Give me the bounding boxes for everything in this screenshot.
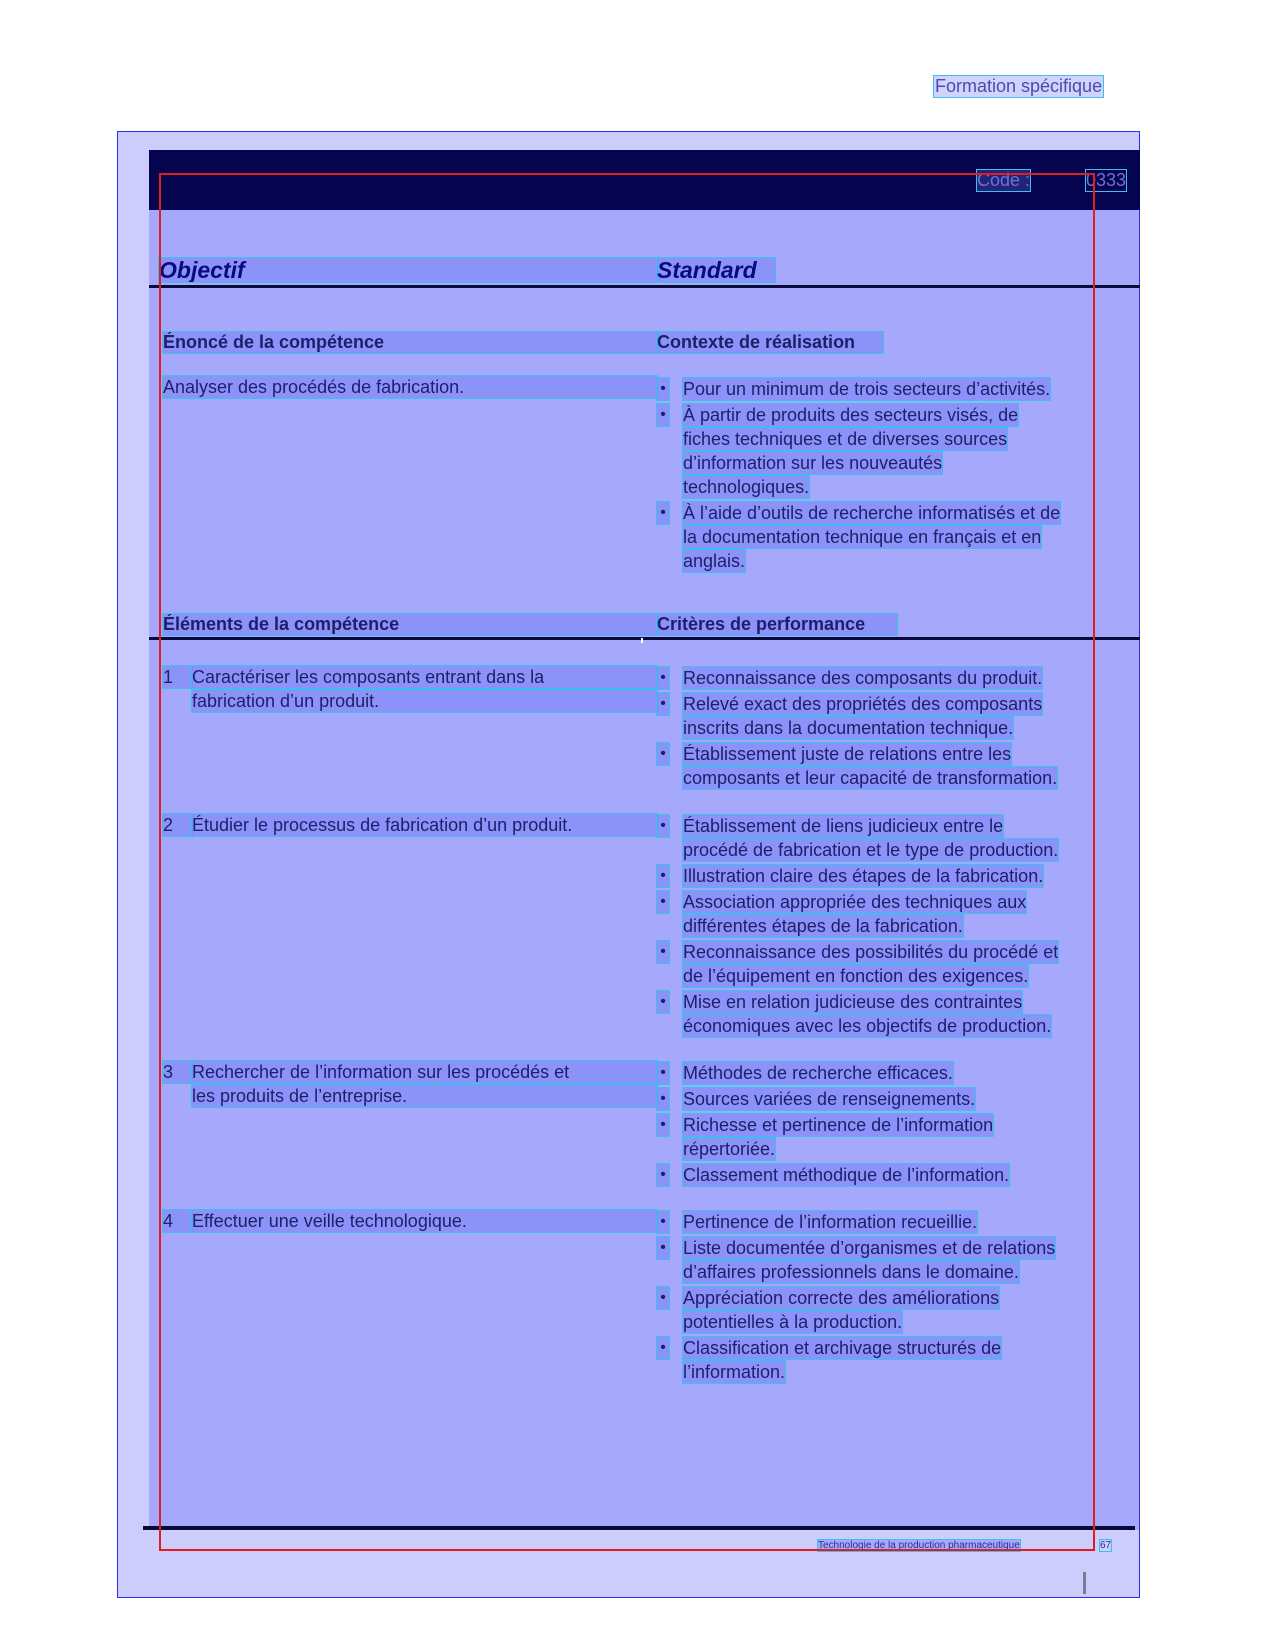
criterion-line: inscrits dans la documentation technique.	[683, 718, 1014, 738]
criterion-line: Sources variées de renseignements.	[683, 1089, 976, 1109]
criterion-bullet-icon: •	[657, 815, 669, 837]
enonce-heading: Énoncé de la compétence	[163, 332, 657, 353]
contexte-item-line: fiches techniques et de diverses sources	[683, 429, 1008, 449]
contexte-item-line: la documentation technique en français et en	[683, 527, 1042, 547]
enonce-text: Analyser des procédés de fabrication.	[163, 376, 657, 398]
criterion-line: d’affaires professionnels dans le domaine.	[683, 1262, 1019, 1282]
footer-text: Technologie de la production pharmaceutique	[818, 1540, 1020, 1551]
element-number: 1	[163, 666, 192, 688]
contexte-item-line: technologiques.	[683, 477, 810, 497]
element-number: 4	[163, 1210, 192, 1232]
criterion-line: potentielles à la production.	[683, 1312, 903, 1332]
criterion-bullet-icon: •	[657, 1337, 669, 1359]
contexte-item-line: À partir de produits des secteurs visés, de	[683, 405, 1019, 425]
contexte-item-line: À l’aide d’outils de recherche informatisés et de	[683, 503, 1061, 523]
element-text: Étudier le processus de fabrication d’un produit.	[192, 814, 657, 836]
criterion-line: Classification et archivage structurés de	[683, 1338, 1002, 1358]
criterion-bullet-icon: •	[657, 1164, 669, 1186]
criterion-line: Classement méthodique de l’information.	[683, 1165, 1010, 1185]
contexte-item-line: Pour un minimum de trois secteurs d’activités.	[683, 379, 1051, 399]
criterion-line: Liste documentée d’organismes et de relations	[683, 1238, 1056, 1258]
criterion-line: Appréciation correcte des améliorations	[683, 1288, 1000, 1308]
page-marker	[1083, 1572, 1086, 1594]
criterion-line: de l’équipement en fonction des exigences.	[683, 966, 1029, 986]
criterion-line: Richesse et pertinence de l’information	[683, 1115, 994, 1135]
element-text: Rechercher de l’information sur les procédés et	[192, 1061, 657, 1083]
criterion-bullet-icon: •	[657, 1237, 669, 1259]
criterion-line: Mise en relation judicieuse des contraintes	[683, 992, 1023, 1012]
standard-heading: Standard	[657, 258, 775, 282]
criterion-bullet-icon: •	[657, 1088, 669, 1110]
criterion-bullet-icon: •	[657, 1114, 669, 1136]
criterion-line: Pertinence de l’information recueillie.	[683, 1212, 978, 1232]
element-text: les produits de l’entreprise.	[192, 1085, 657, 1107]
criterion-bullet-icon: •	[657, 1287, 669, 1309]
criterion-bullet-icon: •	[657, 1062, 669, 1084]
criterion-line: Établissement juste de relations entre les	[683, 744, 1012, 764]
criterion-line: procédé de fabrication et le type de production.	[683, 840, 1059, 860]
criterion-line: l’information.	[683, 1362, 786, 1382]
criterion-line: économiques avec les objectifs de production.	[683, 1016, 1052, 1036]
criterion-line: Reconnaissance des composants du produit.	[683, 668, 1043, 688]
element-text: Effectuer une veille technologique.	[192, 1210, 657, 1232]
objectif-heading: Objectif	[159, 258, 657, 282]
elements-heading: Éléments de la compétence	[163, 614, 657, 635]
page-number: 67	[1100, 1540, 1112, 1551]
code-label: Code :	[977, 170, 1031, 190]
contexte-item-bullet-icon: •	[657, 378, 669, 400]
criterion-line: Relevé exact des propriétés des composants	[683, 694, 1043, 714]
contexte-item-bullet-icon: •	[657, 502, 669, 524]
criterion-line: composants et leur capacité de transformation.	[683, 768, 1058, 788]
criterion-line: différentes étapes de la fabrication.	[683, 916, 963, 936]
criterion-line: répertoriée.	[683, 1139, 776, 1159]
contexte-item-bullet-icon: •	[657, 404, 669, 426]
criterion-line: Reconnaissance des possibilités du procédé et	[683, 942, 1059, 962]
criterion-line: Établissement de liens judicieux entre le	[683, 816, 1004, 836]
criterion-bullet-icon: •	[657, 891, 669, 913]
code-value: 0333	[1086, 170, 1127, 190]
criteres-heading: Critères de performance	[657, 614, 897, 635]
criterion-bullet-icon: •	[657, 743, 669, 765]
element-number: 3	[163, 1061, 192, 1083]
criterion-line: Illustration claire des étapes de la fabrication.	[683, 866, 1044, 886]
criterion-bullet-icon: •	[657, 1211, 669, 1233]
element-text: Caractériser les composants entrant dans la	[192, 666, 657, 688]
criterion-bullet-icon: •	[657, 941, 669, 963]
section-label: Formation spécifique	[935, 76, 1103, 96]
contexte-item-line: d’information sur les nouveautés	[683, 453, 943, 473]
criterion-line: Méthodes de recherche efficaces.	[683, 1063, 953, 1083]
contexte-item-line: anglais.	[683, 551, 746, 571]
criterion-line: Association appropriée des techniques aux	[683, 892, 1027, 912]
criterion-bullet-icon: •	[657, 865, 669, 887]
criterion-bullet-icon: •	[657, 991, 669, 1013]
element-text: fabrication d’un produit.	[192, 690, 657, 712]
criterion-bullet-icon: •	[657, 667, 669, 689]
criterion-bullet-icon: •	[657, 693, 669, 715]
element-number: 2	[163, 814, 192, 836]
contexte-heading: Contexte de réalisation	[657, 332, 883, 353]
